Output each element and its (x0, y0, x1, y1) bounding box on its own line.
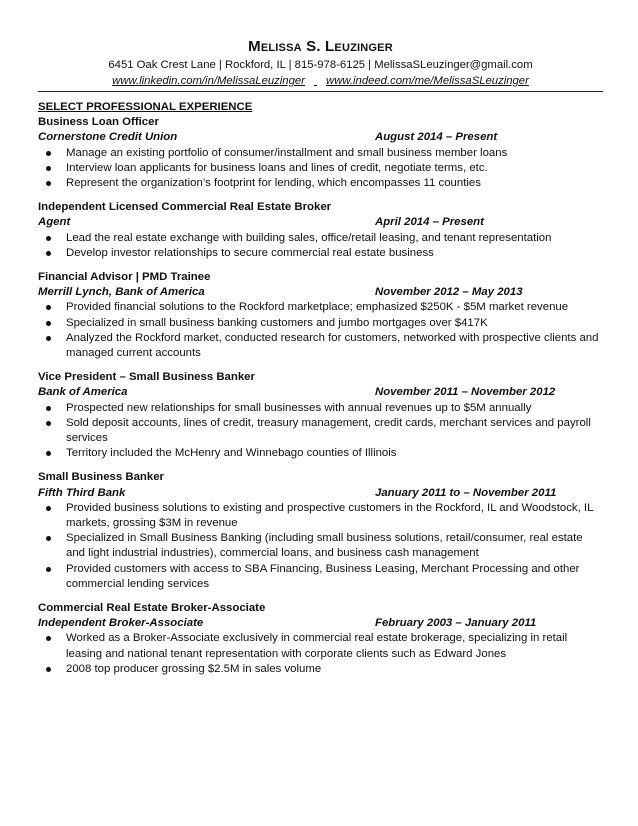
job-employer: Independent Broker-Associate (38, 617, 204, 630)
bullet-item: 2008 top producer grossing $2.5M in sales volume (38, 662, 603, 677)
job-title: Financial Advisor | PMD Trainee (38, 271, 211, 283)
job-employer-line (38, 215, 603, 230)
job-employer: Cornerstone Credit Union (38, 131, 178, 144)
job-title: Small Business Banker (38, 471, 164, 484)
job-entry (38, 601, 603, 677)
job-dates: January 2011 to – November 2011 (375, 486, 557, 499)
bullet-item: Territory included the McHenry and Winnebago counties of Illinois (38, 446, 603, 461)
profile-links (38, 73, 603, 89)
job-employer: Merrill Lynch, Bank of America (38, 286, 205, 299)
job-employer: Bank of America (38, 386, 128, 399)
job-entry (38, 470, 603, 592)
candidate-name: Melissa S. Leuzinger (248, 38, 393, 55)
bullet-item: Analyzed the Rockford market, conducted research for customers, networked with prospective clients and managed current accounts (38, 331, 603, 361)
bullet-item: Specialized in Small Business Banking (including small business solutions, retail/consumer, real estate and light industrial industries), commercial loans, and business cash management (38, 531, 603, 561)
resume-header (38, 37, 603, 89)
bullet-item: Represent the organization’s footprint for lending, which encompasses 11 counties (38, 176, 603, 191)
bullet-item: Provided customers with access to SBA Financing, Business Leasing, Merchant Processing and other commercial lending services (38, 562, 603, 592)
job-bullets (38, 631, 603, 677)
bullet-item: Lead the real estate exchange with building sales, office/retail leasing, and tenant representation (38, 231, 603, 246)
job-bullets (38, 501, 603, 592)
job-title: Business Loan Officer (38, 116, 159, 129)
job-dates: April 2014 – Present (375, 216, 484, 229)
indeed-link[interactable]: www.indeed.com/me/MelissaSLeuzinger (326, 75, 529, 87)
bullet-item: Interview loan applicants for business loans and lines of credit, negotiate terms, etc. (38, 161, 603, 176)
bullet-item: Prospected new relationships for small businesses with annual revenues up to $5M annually (38, 401, 603, 416)
job-entry (38, 370, 603, 461)
job-employer: Fifth Third Bank (38, 486, 126, 499)
job-dates: November 2011 – November 2012 (375, 386, 556, 399)
job-title: Commercial Real Estate Broker-Associate (38, 602, 266, 615)
job-entry (38, 200, 603, 261)
bullet-item: Provided financial solutions to the Rockford marketplace; emphasized $250K - $5M market revenue (38, 300, 603, 315)
job-bullets (38, 231, 603, 261)
job-employer-line (38, 385, 603, 400)
job-entry (38, 270, 603, 361)
job-bullets (38, 146, 603, 192)
job-bullets (38, 300, 603, 361)
job-employer-line (38, 616, 603, 631)
job-dates: August 2014 – Present (375, 131, 498, 144)
job-employer-line (38, 285, 603, 300)
bullet-item: Sold deposit accounts, lines of credit, treasury management, credit cards, merchant services and payroll services (38, 416, 603, 446)
job-title: Vice President – Small Business Banker (38, 371, 255, 384)
job-bullets (38, 401, 603, 462)
job-entry (38, 115, 603, 191)
bullet-item: Specialized in small business banking customers and jumbo mortgages over $417K (38, 316, 603, 331)
job-employer-line (38, 486, 603, 501)
header-divider (38, 91, 603, 92)
resume-page (38, 37, 603, 686)
experience-list (38, 115, 603, 677)
job-employer-line (38, 130, 603, 145)
job-employer: Agent (38, 216, 71, 229)
job-title: Independent Licensed Commercial Real Estate Broker (38, 201, 332, 214)
bullet-item: Manage an existing portfolio of consumer/installment and small business member loans (38, 146, 603, 161)
bullet-item: Develop investor relationships to secure commercial real estate business (38, 246, 603, 261)
section-heading: SELECT PROFESSIONAL EXPERIENCE (38, 101, 253, 113)
job-dates: February 2003 – January 2011 (375, 617, 537, 630)
contact-line: 6451 Oak Crest Lane | Rockford, IL | 815-978-6125 | MelissaSLeuzinger@gmail.com (108, 59, 533, 71)
bullet-item: Provided business solutions to existing and prospective customers in the Rockford, IL and Woodstock, IL markets, grossing $3M in revenue (38, 501, 603, 531)
bullet-item: Worked as a Broker-Associate exclusively in commercial real estate brokerage, specializing in retail leasing and national tenant representation with corporate clients such as Edward Jones (38, 631, 603, 661)
job-dates: November 2012 – May 2013 (375, 286, 523, 299)
linkedin-link[interactable]: www.linkedin.com/in/MelissaLeuzinger (112, 75, 305, 87)
